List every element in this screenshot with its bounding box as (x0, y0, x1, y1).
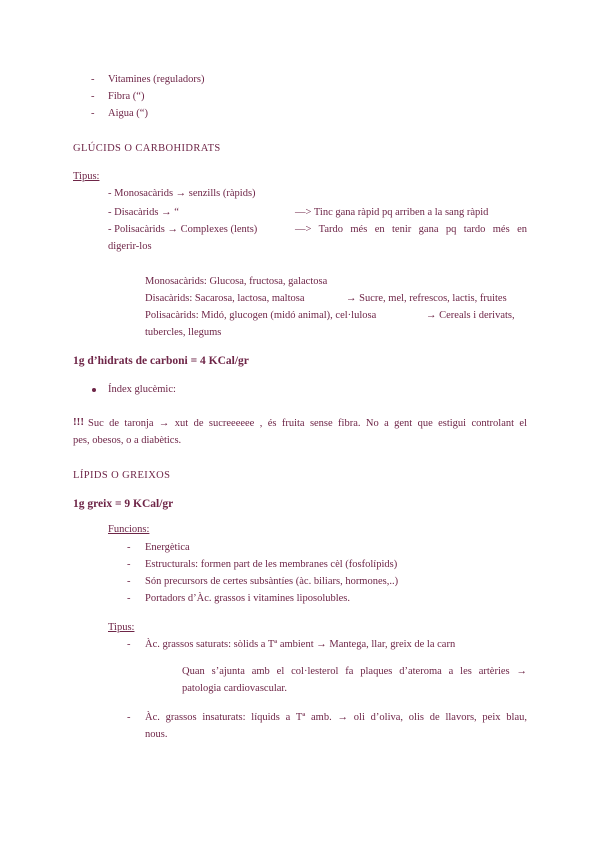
warning-text: Suc de taronja → xut de sucreeeeee , és fruita sense fibra. No a gent que estigui controlant el (88, 418, 527, 429)
tipus-label: Tipus: (73, 171, 100, 182)
list-item: Vitamines (reguladors) (108, 74, 205, 85)
example-arrow-text: → Sucre, mel, refrescos, lactis, fruites (346, 293, 507, 304)
type-note-continuation: digerir-los (108, 241, 152, 252)
dash-bullet: - (91, 74, 95, 85)
example-line: Disacàrids: Sacarosa, lactosa, maltosa (145, 293, 305, 304)
energy-glucids: 1g d’hidrats de carboni = 4 KCal/gr (73, 355, 249, 367)
example-line: Polisacàrids: Midó, glucogen (midó animal), cel·lulosa (145, 310, 377, 321)
warning-text-cont: pes, obesos, o a diabètics. (73, 435, 182, 446)
type-note: —> Tardo més en tenir gana pq tardo més en (295, 224, 527, 235)
funcions-label: Funcions: (108, 524, 150, 535)
dash-bullet: - (127, 639, 131, 650)
dash-bullet: - (91, 108, 95, 119)
lipid-type-item: Àc. grassos saturats: sòlids a Tª ambient → Mantega, llar, greix de la carn (145, 639, 456, 650)
dash-bullet: - (127, 593, 131, 604)
type-note: —> Tinc gana ràpid pq arriben a la sang ràpid (295, 207, 489, 218)
list-item: Fibra (“) (108, 91, 145, 102)
section-heading-glucids: GLÚCIDS O CARBOHIDRATS (73, 143, 221, 154)
example-line: tubercles, llegums (145, 327, 222, 338)
list-item: Aigua (“) (108, 108, 148, 119)
dash-bullet: - (127, 712, 131, 723)
funcio-item: Són precursors de certes subsàntíes (àc. biliars, hormones,..) (145, 576, 399, 587)
dash-bullet: - (91, 91, 95, 102)
type-item: - Polisacàrids → Complexes (lents) (108, 224, 258, 235)
lipid-note: Quan s’ajunta amb el col·lesterol fa plaques d’ateroma a les artèries → (182, 666, 527, 677)
dash-bullet: - (127, 576, 131, 587)
lipid-note-cont: patologia cardiovascular. (182, 683, 287, 694)
lipid-type-item: Àc. grassos insaturats: líquids a Tª amb. → oli d’oliva, olis de llavors, peix blau, (145, 712, 527, 723)
type-item: - Disacàrids → “ (108, 207, 179, 218)
funcio-item: Estructurals: formen part de les membranes cèl (fosfolípids) (145, 559, 398, 570)
energy-lipids: 1g greix = 9 KCal/gr (73, 498, 174, 510)
funcio-item: Portadors d’Àc. grassos i vitamines liposolubles. (145, 593, 351, 604)
example-arrow-text: → Cereals i derivats, (426, 310, 515, 321)
bullet-dot (92, 388, 96, 392)
index-glucemic: Índex glucèmic: (108, 384, 176, 395)
dash-bullet: - (127, 559, 131, 570)
funcio-item: Energètica (145, 542, 190, 553)
warning-mark: !!! (73, 416, 84, 428)
section-heading-lipids: LÍPIDS O GREIXOS (73, 470, 171, 481)
example-line: Monosacàrids: Glucosa, fructosa, galactosa (145, 276, 328, 287)
dash-bullet: - (127, 542, 131, 553)
type-item: - Monosacàrids → senzills (ràpids) (108, 188, 256, 199)
lipid-type-item-cont: nous. (145, 729, 168, 740)
tipus-label-lipids: Tipus: (108, 622, 135, 633)
